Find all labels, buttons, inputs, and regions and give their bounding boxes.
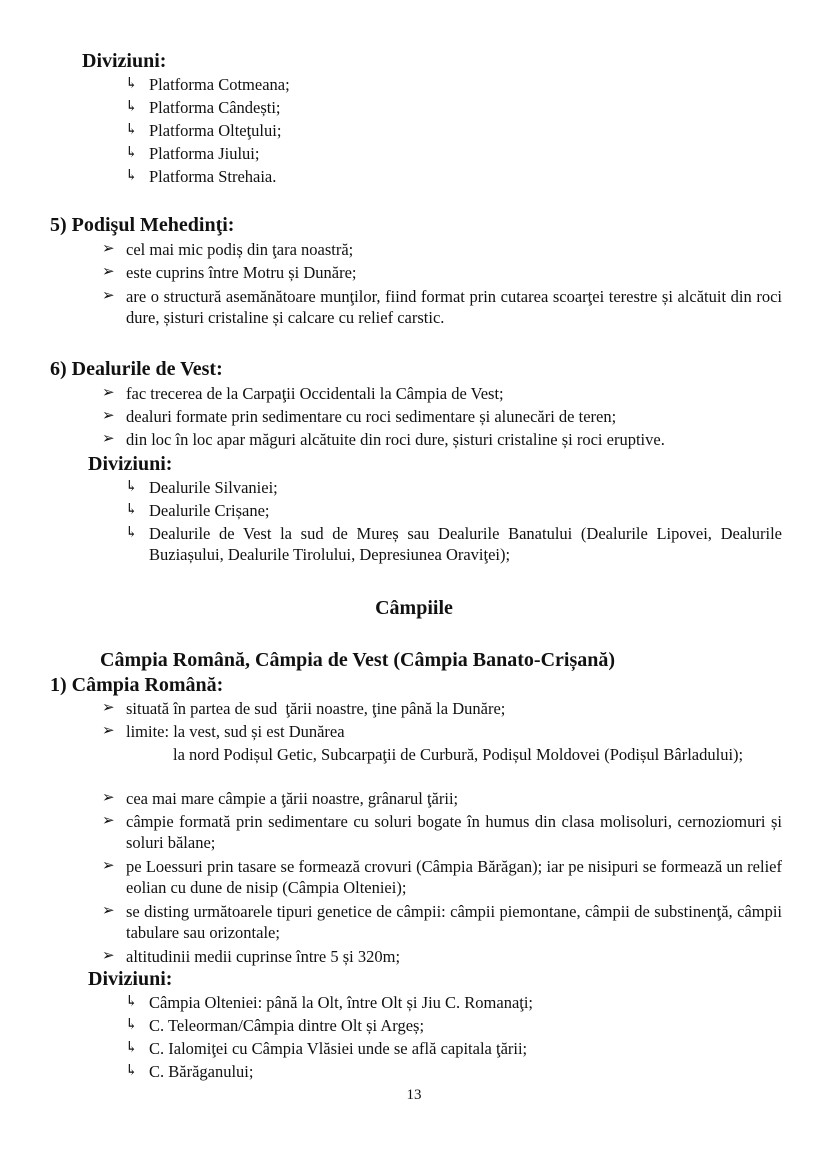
top-divisions-heading: Diviziuni: [82, 50, 167, 72]
hook-arrow-icon: ↳ [125, 502, 138, 518]
list-item: ↳ Dealurile de Vest la sud de Mureș sau Dealurile Banatului (Dealurile Lipovei, Dealurile Buziașului, Dealurile Tirolului, Depresiunea Oraviţei); [125, 524, 782, 564]
arrowhead-bullet-icon: ➢ [102, 813, 115, 829]
list-item: ↳ Platforma Jiului; [125, 144, 260, 163]
arrowhead-bullet-icon: ➢ [102, 858, 115, 874]
bullet-item: ➢ are o structură asemănătoare munţilor, fiind format prin cutarea scoarţei terestre și alcătuit din roci dure, șisturi cristaline și calcare cu relief carstic. [102, 287, 782, 327]
arrowhead-bullet-icon: ➢ [102, 431, 115, 447]
hook-arrow-icon: ↳ [125, 99, 138, 115]
list-item: ↳ Platforma Strehaia. [125, 167, 277, 186]
bullet-item: ➢ limite: la vest, sud și est Dunărea [102, 722, 345, 741]
arrowhead-bullet-icon: ➢ [102, 790, 115, 806]
bullet-item: ➢ este cuprins între Motru și Dunăre; [102, 263, 357, 282]
bullet-item: ➢ dealuri formate prin sedimentare cu roci sedimentare și alunecări de teren; [102, 407, 617, 426]
section-6-heading: 6) Dealurile de Vest: [50, 358, 223, 380]
hook-arrow-icon: ↳ [125, 479, 138, 495]
bullet-item: ➢ fac trecerea de la Carpaţii Occidentali la Câmpia de Vest; [102, 384, 504, 403]
hook-arrow-icon: ↳ [125, 76, 138, 92]
page-number: 13 [406, 1087, 422, 1103]
arrowhead-bullet-icon: ➢ [102, 241, 115, 257]
arrowhead-bullet-icon: ➢ [102, 264, 115, 280]
list-item: ↳ Câmpia Olteniei: până la Olt, între Olt și Jiu C. Romanaţi; [125, 993, 534, 1012]
list-item: ↳ C. Bărăganului; [125, 1062, 254, 1081]
list-item: ↳ Platforma Olteţului; [125, 121, 282, 140]
bullet-item: ➢ altitudinii medii cuprinse între 5 și 320m; [102, 947, 401, 966]
hook-arrow-icon: ↳ [125, 168, 138, 184]
campiile-subtitle: Câmpia Română, Câmpia de Vest (Câmpia Banato-Crișană) [100, 649, 616, 671]
list-item: ↳ C. Ialomiţei cu Câmpia Vlăsiei unde se află capitala ţării; [125, 1039, 528, 1058]
bullet-continuation: la nord Podișul Getic, Subcarpaţii de Curbură, Podișul Moldovei (Podișul Bârladului); [173, 745, 744, 764]
campiile-title: Câmpiile [375, 597, 453, 619]
bullet-item: ➢ cea mai mare câmpie a ţării noastre, grânarul ţării; [102, 789, 459, 808]
hook-arrow-icon: ↳ [125, 525, 138, 541]
list-item: ↳ C. Teleorman/Câmpia dintre Olt și Argeș; [125, 1016, 425, 1035]
list-item: ↳ Platforma Cândești; [125, 98, 281, 117]
section-1-divisions-heading: Diviziuni: [88, 968, 173, 990]
arrowhead-bullet-icon: ➢ [102, 723, 115, 739]
section-1-heading: 1) Câmpia Română: [50, 674, 224, 696]
arrowhead-bullet-icon: ➢ [102, 903, 115, 919]
list-item: ↳ Dealurile Crișane; [125, 501, 270, 520]
bullet-item: ➢ câmpie formată prin sedimentare cu soluri bogate în humus din clasa molisoluri, cernoziomuri și soluri bălane; [102, 812, 782, 852]
bullet-item: ➢ din loc în loc apar măguri alcătuite din roci dure, șisturi cristaline și roci eruptive. [102, 430, 665, 449]
bullet-item: ➢ situată în partea de sud ţării noastre, ţine până la Dunăre; [102, 699, 506, 718]
bullet-item: ➢ se disting următoarele tipuri genetice de câmpii: câmpii piemontane, câmpii de substinenţă, câmpii tabulare sau orizontale; [102, 902, 782, 942]
hook-arrow-icon: ↳ [125, 1040, 138, 1056]
section-5-heading: 5) Podişul Mehedinţi: [50, 214, 235, 236]
arrowhead-bullet-icon: ➢ [102, 948, 115, 964]
bullet-item: ➢ pe Loessuri prin tasare se formează crovuri (Câmpia Bărăgan); iar pe nisipuri se formează un relief eolian cu dune de nisip (Câmpia Olteniei); [102, 857, 782, 897]
arrowhead-bullet-icon: ➢ [102, 288, 115, 304]
hook-arrow-icon: ↳ [125, 1063, 138, 1079]
arrowhead-bullet-icon: ➢ [102, 408, 115, 424]
hook-arrow-icon: ↳ [125, 1017, 138, 1033]
arrowhead-bullet-icon: ➢ [102, 385, 115, 401]
list-item: ↳ Platforma Cotmeana; [125, 75, 290, 94]
list-item: ↳ Dealurile Silvaniei; [125, 478, 278, 497]
section-6-divisions-heading: Diviziuni: [88, 453, 173, 475]
hook-arrow-icon: ↳ [125, 122, 138, 138]
hook-arrow-icon: ↳ [125, 145, 138, 161]
bullet-item: ➢ cel mai mic podiș din ţara noastră; [102, 240, 354, 259]
hook-arrow-icon: ↳ [125, 994, 138, 1010]
arrowhead-bullet-icon: ➢ [102, 700, 115, 716]
